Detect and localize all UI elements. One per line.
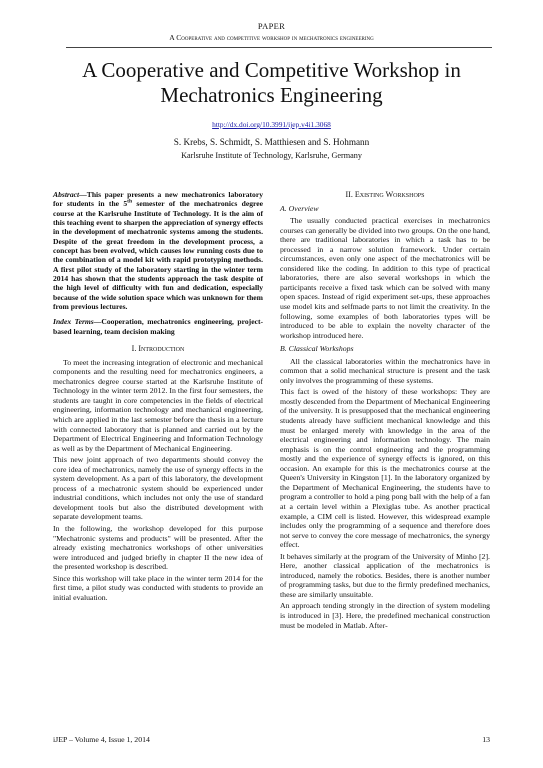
overview-paragraph: The usually conducted practical exercises in mechatronics courses can generally be divided into two groups. On the one hand, there are traditional laboratories in which a task has to be processed in a narrow solution framework. Under certain circumstances, even only one aspect of the mechatronics will be considered like the coding. In addition to this type of practical laboratories, there are also several workshops in which the participants receive a fixed task which can be solved with many open spaces. Instead of rigid experiment set-ups, these approaches use model kits and selfmade parts to not limit the creativity. In the following, some examples of both laboratories types will be introduced to be able to explain the novelty character of the workshop introduced here. xyxy=(280,216,490,340)
abstract-text-start: This paper presents a new mechatronics laboratory for students in the 5 xyxy=(53,190,263,209)
section-heading-existing-workshops: II. Existing Workshops xyxy=(345,190,425,199)
classical-paragraph: All the classical laboratories within the mechatronics have in common that a solid mechanical structure is present and the task only involves the programming of these systems. xyxy=(280,356,490,385)
running-header-title: A Cooperative and competitive workshop in mechatronics engineering xyxy=(169,33,374,42)
abstract: Abstract—This paper presents a new mechatronics laboratory for students in the 5th semester of the mechatronics degree course at the Karlsruhe Institute of Technology. It is the aim of this teaching event to sharpen the appreciation of synergy effects in the development of mechatronic systems among the students. Despite of the great freedom in the development process, a concept has been evolved, which causes low running costs due to the combination of a model kit with rapid prototyping methods. A first pilot study of the laboratory starting in the winter term 2014 has shown that the students approach the task despite of the high level of difficulty with fun and dedication, especially because of the wide solution space which was unknown for them from previous lectures. xyxy=(53,190,263,312)
classical-paragraph: This fact is owed of the history of these workshops: They are mostly descended from the Department of Mechanical Engineering of the university. It is presupposed that the mechanical engineering students already have sufficient mechanical knowledge and this must be enlarged merely with knowledge in the area of the electrical engineering and information technology. The main emphasis is on the control engineering and the programming mostly and the experience of synergy effects is ignored, on this occasion. An example for this is the mechatronics course at the Queen's University in Kingston [1]. In the laboratory organized by the Department of Mechanical Engineering, the students have to program a controller to hold a ping pong ball with the help of a fan at a certain level within a Plexiglas tube. As another practical example, a CIM cell is listed. However, this widespread example includes only the programming of a sequence and therefore does not serve to convey the core message of mechatronics, the synergy effect. xyxy=(280,387,490,550)
intro-paragraph: Since this workshop will take place in the winter term 2014 for the first time, a pilot study was conducted with students to provide an initial evaluation. xyxy=(53,573,263,602)
doi-link[interactable]: http://dx.doi.org/10.3991/ijep.v4i1.3068 xyxy=(212,120,331,129)
subsection-heading-overview: A. Overview xyxy=(280,203,319,213)
subsection-heading-classical: B. Classical Workshops xyxy=(280,344,354,354)
running-header-kind: PAPER xyxy=(257,21,286,31)
abstract-label: Abstract xyxy=(53,190,80,199)
index-terms-label: Index Terms xyxy=(53,317,94,327)
author-list: S. Krebs, S. Schmidt, S. Matthiesen and S. Hohmann xyxy=(173,137,370,147)
page-number: 13 xyxy=(482,735,490,744)
header-divider xyxy=(66,47,492,48)
intro-paragraph: This new joint approach of two departments should convey the core idea of mechatronics, namely the use of synergy effects in the system development. As a part of this laboratory, the development process of a mechatronic system should be experienced under industrial conditions, which includes not only the use of standard development tools but also the distributed development with separate development teams. xyxy=(53,455,263,522)
right-column xyxy=(280,190,490,632)
section-heading-introduction: I. Introduction xyxy=(131,344,185,354)
paper-title: A Cooperative and Competitive Workshop in Mechatronics Engineering xyxy=(82,58,461,107)
classical-paragraph: It behaves similarly at the program of the University of Minho [2]. Here, another classical application of the mechatronics is introduced, namely the robotics. Besides, there is another number of programming tasks, but due to the firmly predefined mechanics, these are similarly unsuitable. xyxy=(280,551,490,599)
classical-paragraph: An approach tending strongly in the direction of system modeling is introduced in [3]. Here, the predefined mechanical construction must be modeled in Matlab. After- xyxy=(280,601,490,630)
footer-journal: iJEP – Volume 4, Issue 1, 2014 xyxy=(53,735,150,744)
affiliation: Karlsruhe Institute of Technology, Karlsruhe, Germany xyxy=(181,151,362,160)
abstract-text-end: semester of the mechatronics degree course at the Karlsruhe Institute of Technology. It is the aim of this teaching event to sharpen the appreciation of synergy effects in the development of mechatronic systems among the students. Despite of the great freedom in the development process, a concept has been evolved, which causes low running costs due to the combination of a model kit with rapid prototyping methods. A first pilot study of the laboratory starting in the winter term 2014 has shown that the students approach the task despite of the high level of difficulty with fun and dedication, especially because of the wide solution space which was unknown for them from previous lectures. xyxy=(53,199,263,312)
index-terms-text: Cooperation, mechatronics engineering, project-based learning, team decision making xyxy=(53,317,264,336)
index-terms: Index Terms—Cooperation, mechatronics engineering, project-based learning, team decision making xyxy=(53,317,264,336)
abstract-superscript: th xyxy=(127,198,133,205)
intro-paragraph: In the following, the workshop developed for this purpose "Mechatronic systems and products" will be presented. After the already existing mechatronics workshops of other universities were introduced and judged briefly in chapter II the new idea of the presented workshop is described. xyxy=(53,524,263,572)
left-column xyxy=(53,190,263,604)
intro-paragraph: To meet the increasing integration of electronic and mechanical components and the resulting need for mechatronics engineers, a mechatronics degree course started at the Karlsruhe Institute of Technology in the winter term 2012. In the first four semesters, the students are taught in core competencies in the fields of electrical engineering, information technology and mechanical engineering, which are applied in the last semester before the thesis in a lecture with connected laboratory that is planned and carried out by the Department of Electrical Engineering and Information Technology as well as by the Department of Mechanical Engineering. xyxy=(53,357,263,453)
